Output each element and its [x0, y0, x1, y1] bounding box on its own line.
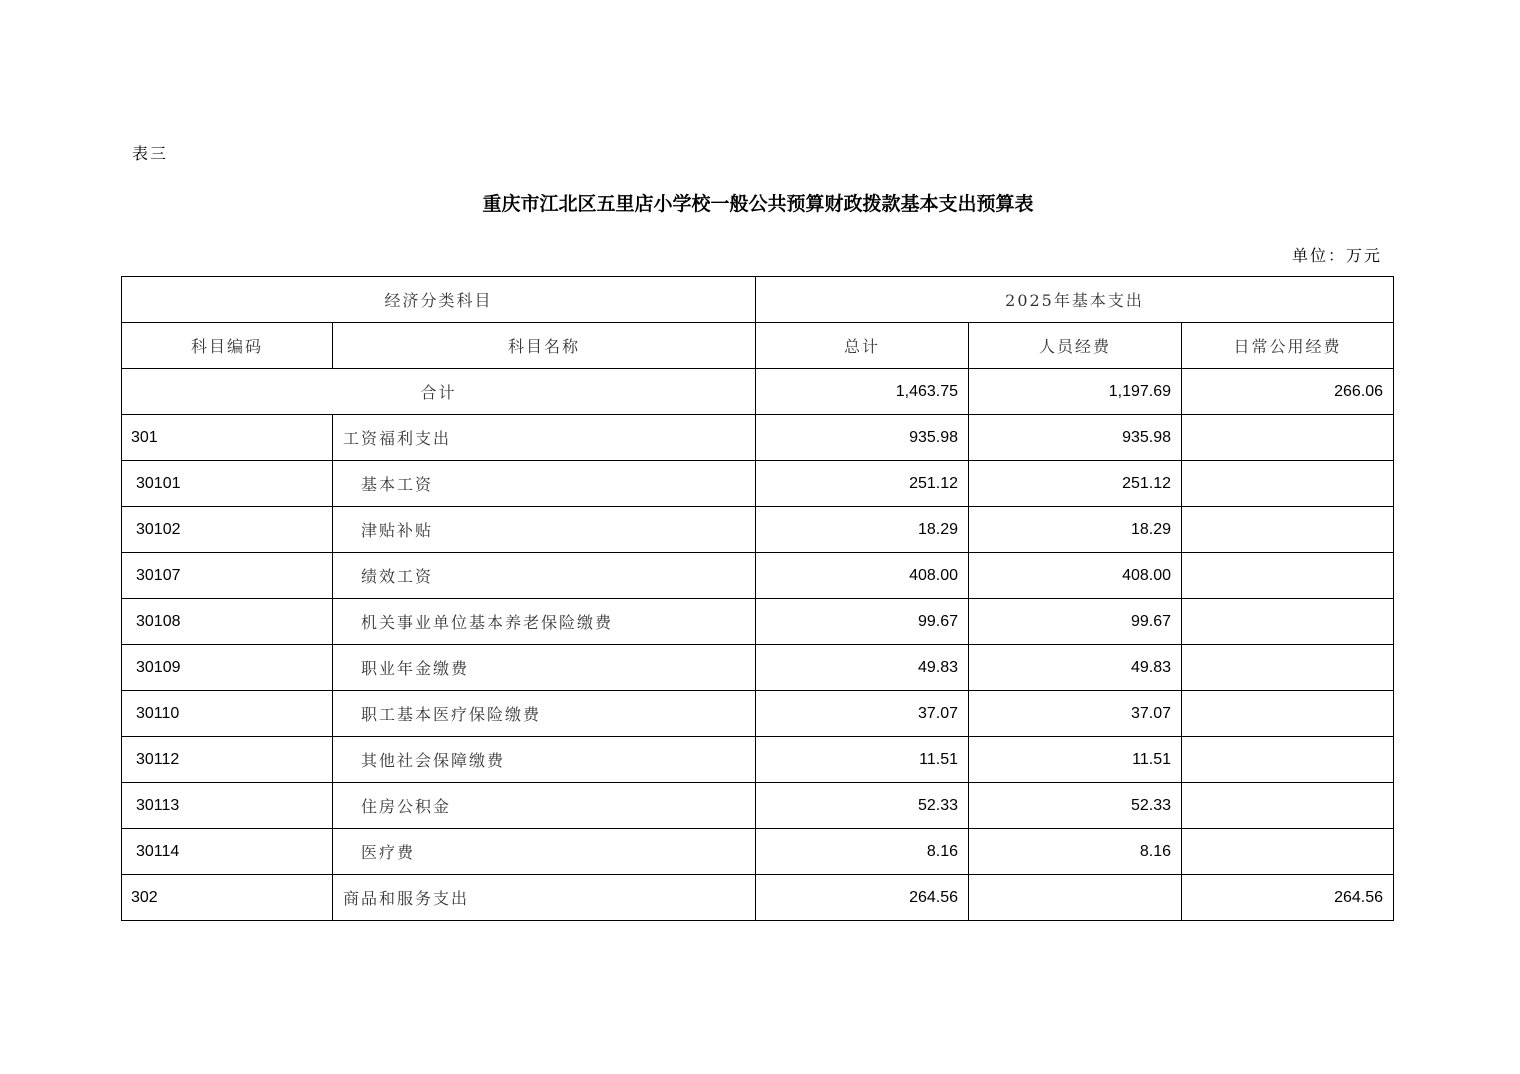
row-code: 301 — [122, 415, 333, 461]
row-public — [1182, 461, 1394, 507]
row-public — [1182, 599, 1394, 645]
total-row-total: 1,463.75 — [756, 369, 969, 415]
table-row — [122, 783, 1394, 829]
table-row — [122, 415, 1394, 461]
table-row — [122, 553, 1394, 599]
total-row-public: 266.06 — [1182, 369, 1394, 415]
header-subject-code: 科目编码 — [122, 323, 333, 369]
row-name: 职工基本医疗保险缴费 — [333, 691, 756, 737]
row-public — [1182, 507, 1394, 553]
header-row-group — [122, 277, 1394, 323]
row-public — [1182, 691, 1394, 737]
row-name: 职业年金缴费 — [333, 645, 756, 691]
table-row — [122, 737, 1394, 783]
row-personnel: 49.83 — [969, 645, 1182, 691]
header-personnel-expenses: 人员经费 — [969, 323, 1182, 369]
table-row — [122, 645, 1394, 691]
row-public — [1182, 645, 1394, 691]
header-economic-classification: 经济分类科目 — [122, 277, 756, 323]
row-personnel — [969, 875, 1182, 921]
row-name: 基本工资 — [333, 461, 756, 507]
row-code: 30114 — [122, 829, 333, 875]
row-name: 其他社会保障缴费 — [333, 737, 756, 783]
table-row — [122, 829, 1394, 875]
table-number-label: 表三 — [132, 144, 169, 163]
total-row-personnel: 1,197.69 — [969, 369, 1182, 415]
table-row — [122, 507, 1394, 553]
row-total: 264.56 — [756, 875, 969, 921]
row-public — [1182, 415, 1394, 461]
row-name: 绩效工资 — [333, 553, 756, 599]
header-row-columns — [122, 323, 1394, 369]
header-total: 总计 — [756, 323, 969, 369]
row-total: 18.29 — [756, 507, 969, 553]
row-name: 工资福利支出 — [333, 415, 756, 461]
row-code: 30110 — [122, 691, 333, 737]
row-code: 30108 — [122, 599, 333, 645]
row-personnel: 8.16 — [969, 829, 1182, 875]
row-public: 264.56 — [1182, 875, 1394, 921]
row-personnel: 935.98 — [969, 415, 1182, 461]
header-subject-name: 科目名称 — [333, 323, 756, 369]
row-code: 30107 — [122, 553, 333, 599]
row-public — [1182, 829, 1394, 875]
budget-table — [121, 276, 1394, 921]
row-public — [1182, 737, 1394, 783]
row-personnel: 37.07 — [969, 691, 1182, 737]
row-public — [1182, 783, 1394, 829]
unit-label: 单位：万元 — [1291, 246, 1382, 265]
row-total: 935.98 — [756, 415, 969, 461]
row-code: 30102 — [122, 507, 333, 553]
header-public-expenses: 日常公用经费 — [1182, 323, 1394, 369]
row-personnel: 52.33 — [969, 783, 1182, 829]
total-row — [122, 369, 1394, 415]
header-basic-expenditure-2025: 2025年基本支出 — [756, 277, 1394, 323]
total-row-label: 合计 — [122, 369, 756, 415]
row-personnel: 18.29 — [969, 507, 1182, 553]
row-code: 30112 — [122, 737, 333, 783]
row-total: 251.12 — [756, 461, 969, 507]
row-personnel: 99.67 — [969, 599, 1182, 645]
row-total: 99.67 — [756, 599, 969, 645]
row-name: 商品和服务支出 — [333, 875, 756, 921]
row-name: 机关事业单位基本养老保险缴费 — [333, 599, 756, 645]
row-code: 302 — [122, 875, 333, 921]
row-total: 37.07 — [756, 691, 969, 737]
row-public — [1182, 553, 1394, 599]
row-code: 30113 — [122, 783, 333, 829]
row-personnel: 251.12 — [969, 461, 1182, 507]
row-code: 30101 — [122, 461, 333, 507]
row-name: 医疗费 — [333, 829, 756, 875]
row-total: 11.51 — [756, 737, 969, 783]
row-total: 52.33 — [756, 783, 969, 829]
row-personnel: 11.51 — [969, 737, 1182, 783]
row-total: 408.00 — [756, 553, 969, 599]
document-title: 重庆市江北区五里店小学校一般公共预算财政拨款基本支出预算表 — [482, 193, 1034, 215]
row-code: 30109 — [122, 645, 333, 691]
row-total: 49.83 — [756, 645, 969, 691]
row-name: 住房公积金 — [333, 783, 756, 829]
table-row — [122, 461, 1394, 507]
table-row — [122, 691, 1394, 737]
row-personnel: 408.00 — [969, 553, 1182, 599]
row-name: 津贴补贴 — [333, 507, 756, 553]
table-row — [122, 599, 1394, 645]
budget-table-body — [122, 277, 1394, 921]
row-total: 8.16 — [756, 829, 969, 875]
table-row — [122, 875, 1394, 921]
